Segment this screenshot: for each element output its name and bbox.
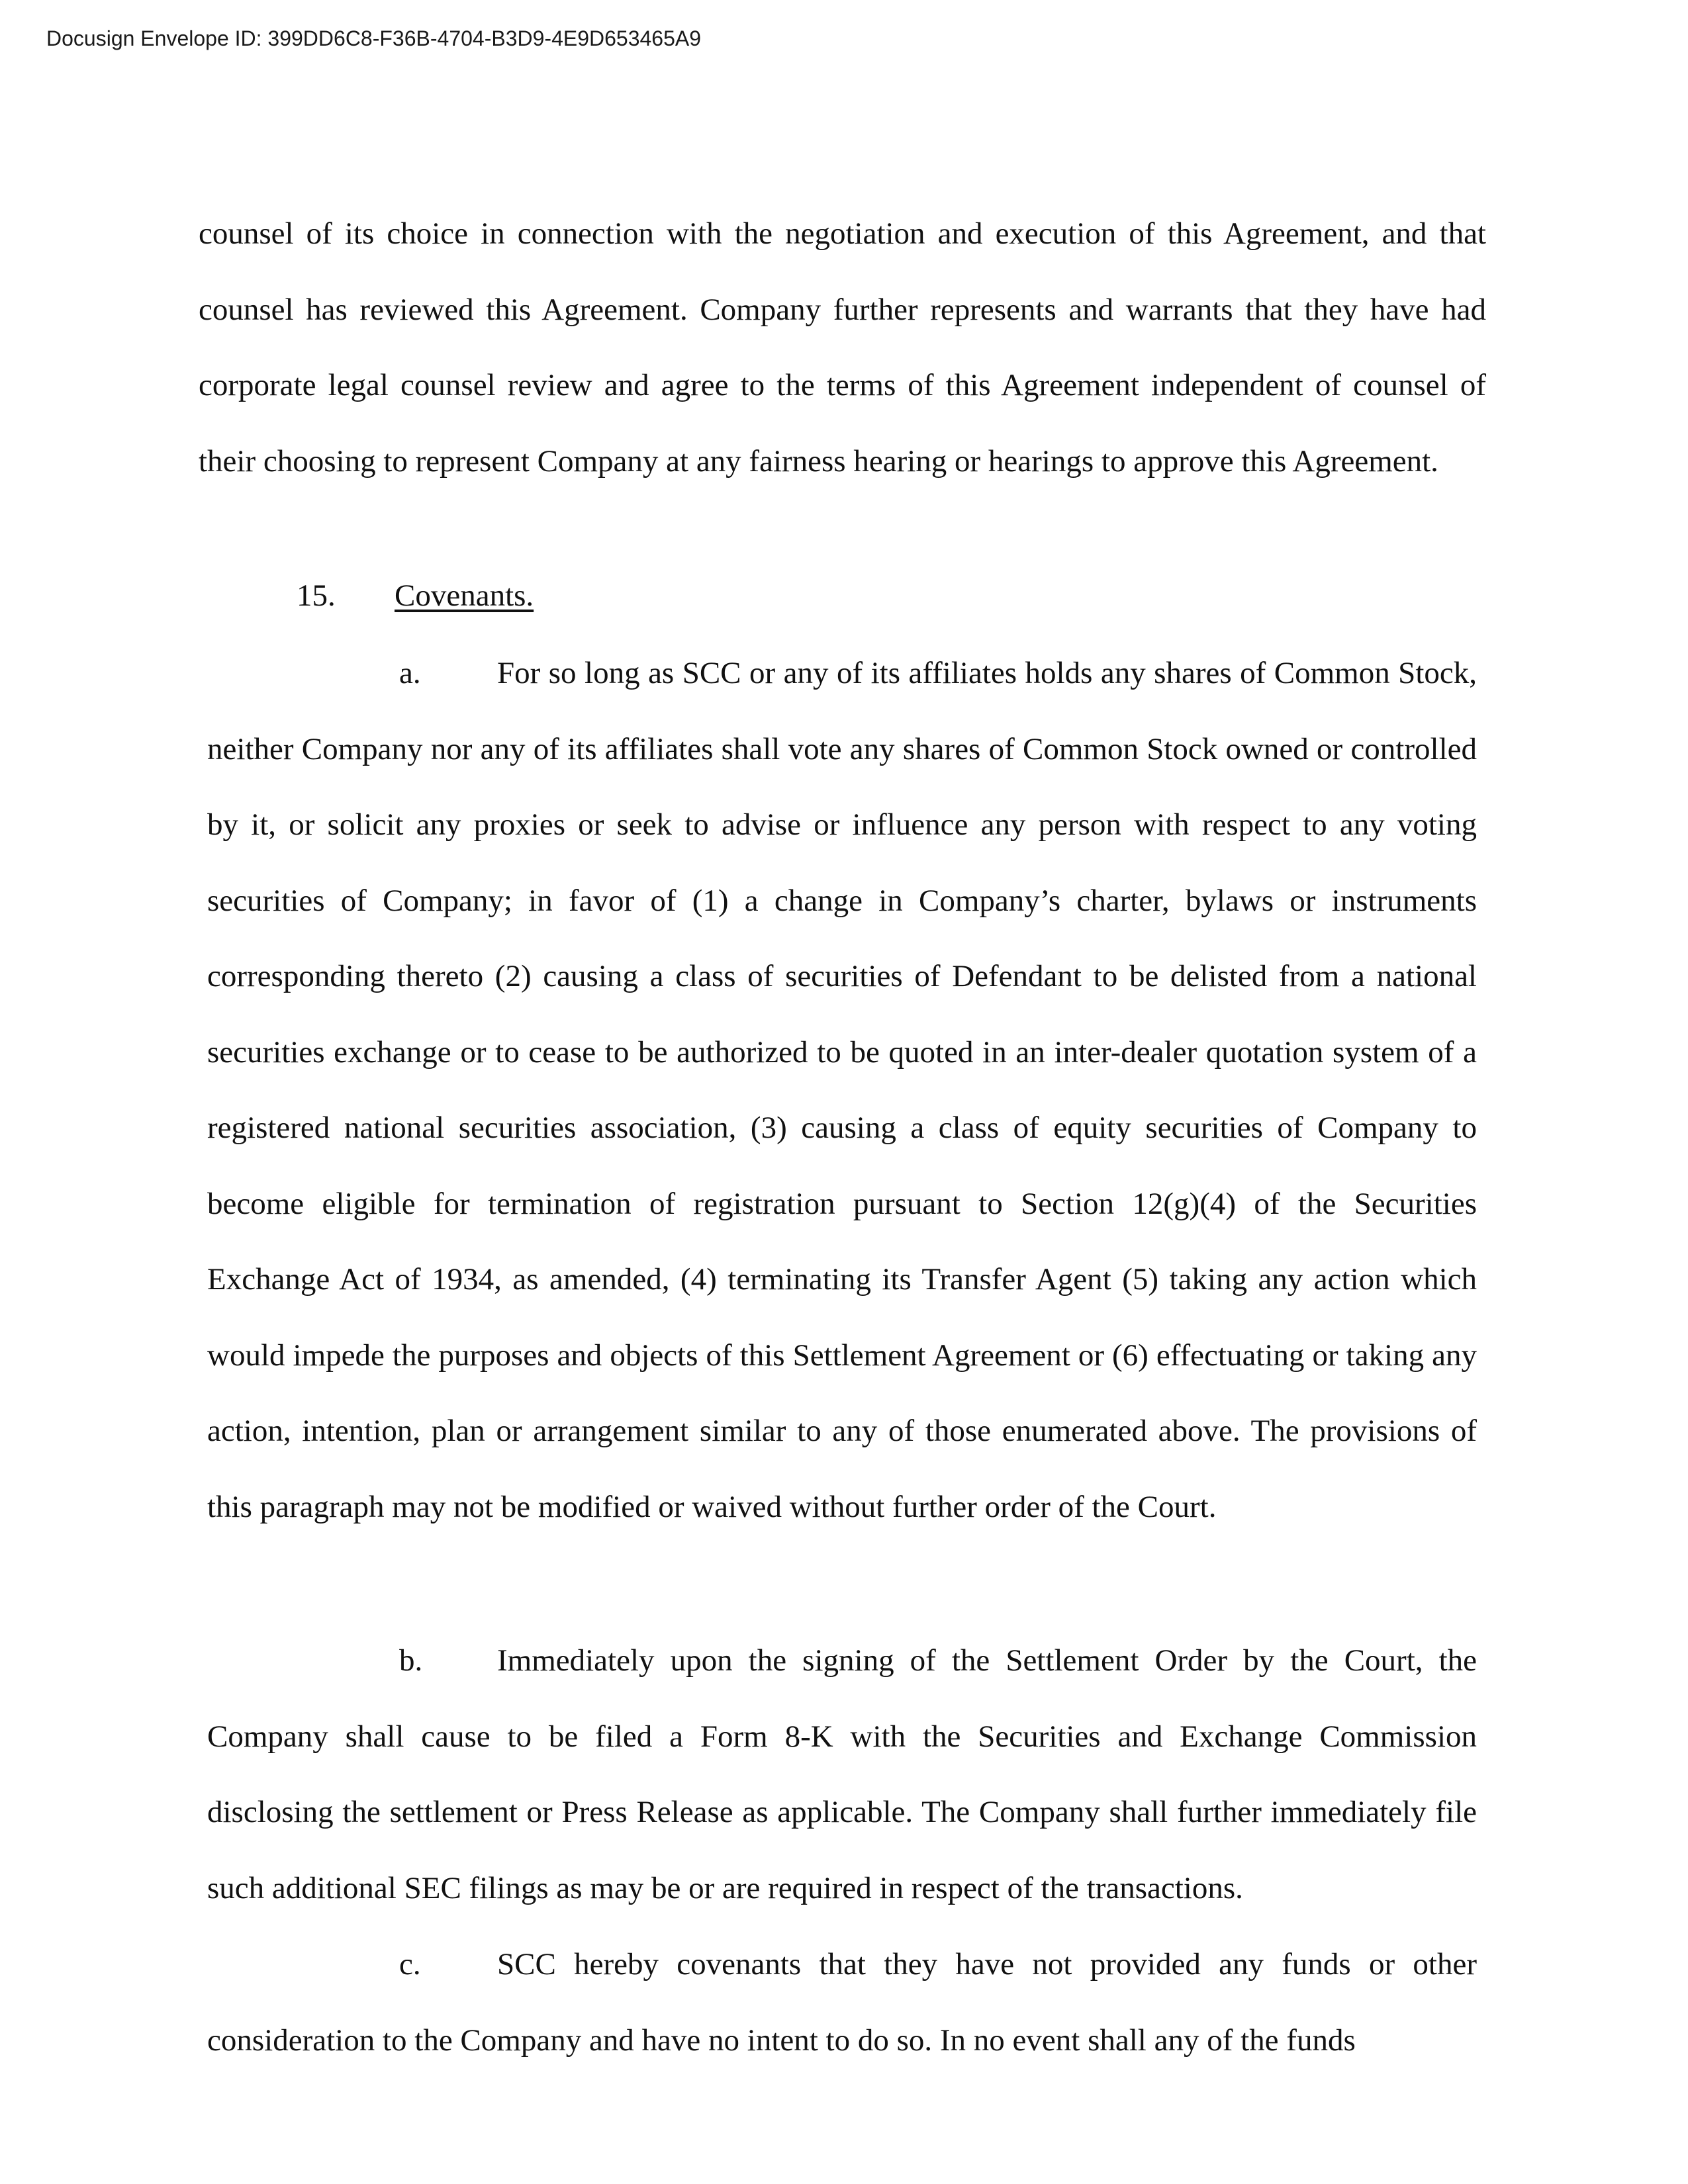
subsection-a [207, 635, 1477, 1545]
subsection-label: b. [399, 1643, 423, 1678]
intro-paragraph: counsel of its choice in connection with the negotiation and execution of this Agreement, and that counsel has reviewed this Agreement. Company further represents and warrants that they have had corporate legal counsel review and agree to the terms of this Agreement independent of counsel of their choosing to represent Company at any fairness hearing or hearings to approve this Agreement. [199, 216, 1486, 478]
subsection-c [207, 1927, 1477, 2078]
section-heading [297, 576, 534, 615]
docusign-envelope-id: Docusign Envelope ID: 399DD6C8-F36B-4704-B3D9-4E9D653465A9 [46, 26, 702, 50]
subsection-label: c. [399, 1947, 421, 1981]
subsection-text: Immediately upon the signing of the Settlement Order by the Court, the Company shall cause to be filed a Form 8-K with the Securities and Exchange Commission disclosing the settlement or Press Release as applicable. The Company shall further immediately file such additional SEC filings as may be or are required in respect of the transactions. [207, 1643, 1477, 1905]
section-title: Covenants. [395, 578, 534, 613]
subsection-b [207, 1623, 1477, 1926]
subsection-text: For so long as SCC or any of its affiliates holds any shares of Common Stock, neither Company nor any of its affiliates shall vote any shares of Common Stock owned or controlled by it, or solicit any proxies or seek to advise or influence any person with respect to any voting securities of Company; in favor of (1) a change in Company’s charter, bylaws or instruments corresponding thereto (2) causing a class of securities of Defendant to be delisted from a national securities exchange or to cease to be authorized to be quoted in an inter-dealer quotation system of a registered national securities association, (3) causing a class of equity securities of Company to become eligible for termination of registration pursuant to Section 12(g)(4) of the Securities Exchange Act of 1934, as amended, (4) terminating its Transfer Agent (5) taking any action which would impede the purposes and objects of this Settlement Agreement or (6) effectuating or taking any action, intention, plan or arrangement similar to any of those enumerated above. The provisions of this paragraph may not be modified or waived without further order of the Court. [207, 656, 1477, 1524]
subsection-label: a. [399, 656, 421, 690]
section-number: 15. [297, 578, 336, 613]
subsection-text: SCC hereby covenants that they have not provided any funds or other consideration to the Company and have no intent to do so. In no event shall any of the funds [207, 1947, 1477, 2058]
